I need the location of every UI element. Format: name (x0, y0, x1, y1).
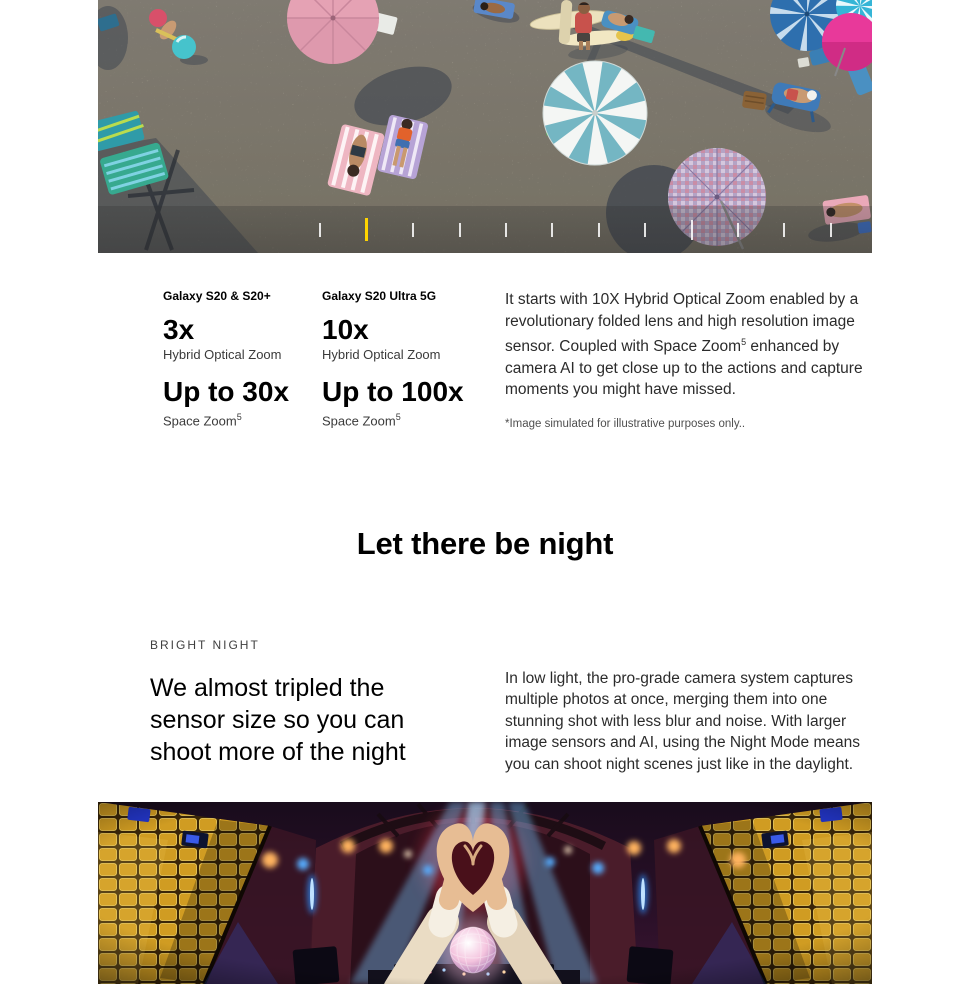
zoom-tick (691, 220, 693, 240)
zoom-scale-bar (98, 206, 872, 253)
zoom-tick (505, 223, 507, 237)
zoom-tick (644, 223, 646, 237)
bright-night-intro (150, 638, 505, 776)
beach-hero-section (98, 0, 872, 253)
bright-night-body: In low light, the pro-grade camera system captures multiple photos at once, merging them into one stunning shot with less blur and noise. With larger image sensors and AI, using the Night Mode means you can shoot night scenes just like in the daylight. (505, 669, 860, 773)
optical-zoom-value: 3x (163, 314, 195, 345)
concert-hero-section (98, 802, 872, 984)
footnote-marker: 5 (741, 337, 747, 347)
section-eyebrow: BRIGHT NIGHT (150, 637, 260, 652)
space-zoom-label (322, 409, 505, 429)
night-section-title: Let there be night (356, 525, 614, 561)
space-zoom-value: Up to 100x (322, 376, 464, 407)
zoom-tick (598, 223, 600, 237)
spec-galaxy-s20-ultra (322, 289, 505, 431)
zoom-tick (319, 223, 321, 237)
zoom-tick (737, 223, 739, 237)
zoom-tick (412, 223, 414, 237)
zoom-tick (459, 223, 461, 237)
zoom-tick (830, 223, 832, 237)
space-zoom-label (163, 409, 322, 429)
bright-night-section (98, 638, 872, 776)
page-content (98, 0, 872, 984)
device-name: Galaxy S20 & S20+ (163, 289, 271, 303)
image-disclaimer: *Image simulated for illustrative purposes only.. (505, 417, 746, 430)
description-text: enhanced by camera AI to get close up to the actions and capture moments you might have missed. (505, 338, 863, 399)
footnote-marker: 5 (236, 412, 242, 422)
spec-galaxy-s20 (163, 289, 322, 431)
optical-zoom-label: Hybrid Optical Zoom (163, 347, 282, 362)
zoom-tick (783, 223, 785, 237)
space-zoom-text: Space Zoom (322, 413, 396, 429)
zoom-description (505, 289, 872, 401)
zoom-specs-section (98, 289, 872, 431)
zoom-description-block (505, 289, 872, 431)
description-text: It starts with 10X Hybrid Optical Zoom enabled by a revolutionary folded lens and high resolution image sensor. Coupled with Space Zoom (505, 291, 859, 356)
device-name: Galaxy S20 Ultra 5G (322, 289, 437, 303)
striped-umbrella (543, 61, 647, 165)
space-zoom-text: Space Zoom (163, 413, 237, 429)
zoom-ticks (319, 206, 832, 253)
concert-night-photo (98, 802, 872, 984)
optical-zoom-label: Hybrid Optical Zoom (322, 347, 441, 362)
bright-night-headline: We almost tripled the sensor size so you can shoot more of the night (150, 673, 406, 766)
zoom-tick (551, 223, 553, 237)
optical-zoom-value: 10x (322, 314, 369, 345)
footnote-marker: 5 (395, 412, 401, 422)
zoom-tick-active (365, 218, 368, 241)
space-zoom-value: Up to 30x (163, 376, 290, 407)
